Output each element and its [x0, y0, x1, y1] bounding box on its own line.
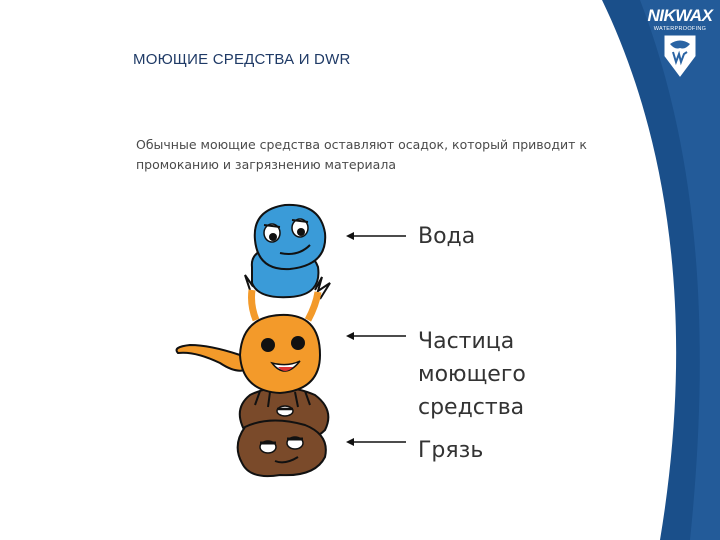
logo-tagline: WATERPROOFING — [653, 26, 707, 32]
nikwax-logo — [643, 4, 717, 84]
arrow-dirt-icon — [346, 438, 406, 446]
cartoon-illustration — [160, 195, 360, 485]
arrow-detergent-icon — [346, 332, 406, 340]
slide-subtitle: Обычные моющие средства оставляют осадок, который приводит к промоканию и загрязнению материала — [136, 137, 587, 172]
dirt-character — [238, 388, 329, 477]
arrow-water-icon — [346, 232, 406, 240]
water-character — [252, 205, 325, 297]
logo-brand: NIKWAX — [647, 6, 713, 25]
label-water: Вода — [418, 224, 476, 249]
slide-title: МОЮЩИЕ СРЕДСТВА И DWR — [133, 51, 351, 68]
logo-shield-icon — [643, 4, 717, 84]
pointer-arrows — [340, 220, 410, 460]
label-dirt: Грязь — [418, 438, 484, 463]
label-detergent: Частица моющего средства — [418, 329, 526, 420]
